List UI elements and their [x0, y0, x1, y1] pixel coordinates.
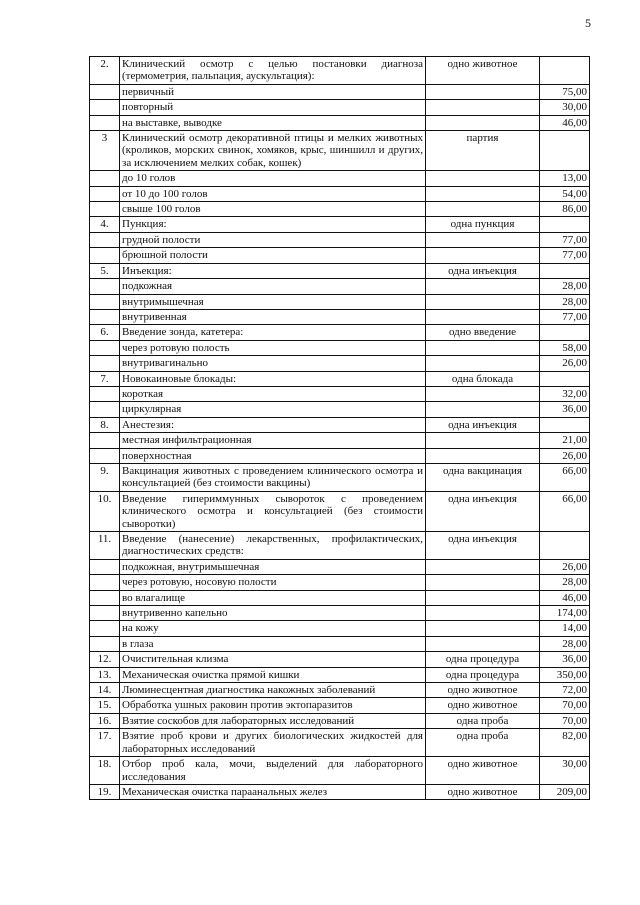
service-price: 54,00 — [540, 186, 590, 201]
service-price: 209,00 — [540, 784, 590, 799]
service-name: подкожная, внутримышечная — [120, 559, 426, 574]
table-row — [90, 448, 590, 463]
row-number — [90, 309, 120, 324]
service-price: 26,00 — [540, 356, 590, 371]
unit-of-measure — [426, 202, 540, 217]
service-name: Новокаиновые блокады: — [120, 371, 426, 386]
table-row — [90, 713, 590, 728]
service-name: Введение гипериммунных сывороток с проведением клинического осмотра и консультацией (без стоимости сыворотки) — [120, 491, 426, 531]
row-number: 12. — [90, 652, 120, 667]
service-name: Механическая очистка параанальных желез — [120, 784, 426, 799]
unit-of-measure: одна инъекция — [426, 532, 540, 560]
service-price — [540, 417, 590, 432]
unit-of-measure — [426, 590, 540, 605]
unit-of-measure — [426, 232, 540, 247]
unit-of-measure — [426, 448, 540, 463]
service-name: Обработка ушных раковин против эктопаразитов — [120, 698, 426, 713]
service-name: внутривенная — [120, 309, 426, 324]
service-name: через ротовую, носовую полости — [120, 575, 426, 590]
unit-of-measure: одна инъекция — [426, 417, 540, 432]
row-number: 8. — [90, 417, 120, 432]
service-name: Клинический осмотр декоративной птицы и мелких животных (кроликов, морских свинок, хомяков, крыс, шиншилл и других, за исключением мелких собак, кошек) — [120, 131, 426, 171]
service-price: 28,00 — [540, 279, 590, 294]
service-name: до 10 голов — [120, 171, 426, 186]
row-number — [90, 294, 120, 309]
row-number: 13. — [90, 667, 120, 682]
service-price: 75,00 — [540, 84, 590, 99]
row-number — [90, 590, 120, 605]
unit-of-measure — [426, 279, 540, 294]
row-number: 17. — [90, 729, 120, 757]
unit-of-measure — [426, 575, 540, 590]
unit-of-measure: одно животное — [426, 57, 540, 85]
unit-of-measure — [426, 621, 540, 636]
unit-of-measure: партия — [426, 131, 540, 171]
service-name: первичный — [120, 84, 426, 99]
service-name: Люминесцентная диагностика накожных заболеваний — [120, 683, 426, 698]
table-row — [90, 232, 590, 247]
row-number: 7. — [90, 371, 120, 386]
row-number — [90, 636, 120, 651]
unit-of-measure — [426, 115, 540, 130]
table-row — [90, 84, 590, 99]
table-row — [90, 186, 590, 201]
row-number — [90, 356, 120, 371]
service-name: Вакцинация животных с проведением клинического осмотра и консультацией (без стоимости вакцины) — [120, 463, 426, 491]
unit-of-measure: одна пункция — [426, 217, 540, 232]
row-number: 14. — [90, 683, 120, 698]
row-number — [90, 575, 120, 590]
service-name: Взятие соскобов для лабораторных исследований — [120, 713, 426, 728]
table-row — [90, 131, 590, 171]
service-name: местная инфильтрационная — [120, 433, 426, 448]
table-row — [90, 559, 590, 574]
service-price: 46,00 — [540, 590, 590, 605]
unit-of-measure — [426, 309, 540, 324]
table-row — [90, 371, 590, 386]
table-row — [90, 356, 590, 371]
service-name: Взятие проб крови и других биологических жидкостей для лабораторных исследований — [120, 729, 426, 757]
table-row — [90, 532, 590, 560]
service-price: 26,00 — [540, 559, 590, 574]
table-row — [90, 491, 590, 531]
service-name: повторный — [120, 100, 426, 115]
service-name: Клинический осмотр с целью постановки диагноза (термометрия, пальпация, аускультация): — [120, 57, 426, 85]
service-price: 46,00 — [540, 115, 590, 130]
unit-of-measure — [426, 84, 540, 99]
service-price: 70,00 — [540, 713, 590, 728]
row-number — [90, 84, 120, 99]
service-price: 82,00 — [540, 729, 590, 757]
row-number: 6. — [90, 325, 120, 340]
unit-of-measure: одно животное — [426, 784, 540, 799]
service-price: 28,00 — [540, 575, 590, 590]
table-row — [90, 433, 590, 448]
row-number — [90, 433, 120, 448]
table-row — [90, 575, 590, 590]
table-row — [90, 100, 590, 115]
unit-of-measure — [426, 294, 540, 309]
service-price — [540, 217, 590, 232]
service-name: на выставке, выводке — [120, 115, 426, 130]
service-name: Пункция: — [120, 217, 426, 232]
unit-of-measure — [426, 171, 540, 186]
unit-of-measure — [426, 606, 540, 621]
table-row — [90, 683, 590, 698]
unit-of-measure: одно введение — [426, 325, 540, 340]
service-price — [540, 371, 590, 386]
table-row — [90, 652, 590, 667]
table-row — [90, 698, 590, 713]
price-table-body — [90, 57, 590, 800]
row-number: 2. — [90, 57, 120, 85]
page-number: 5 — [585, 16, 591, 30]
service-price: 32,00 — [540, 386, 590, 401]
service-price — [540, 325, 590, 340]
table-row — [90, 636, 590, 651]
row-number — [90, 186, 120, 201]
unit-of-measure: одна вакцинация — [426, 463, 540, 491]
row-number: 5. — [90, 263, 120, 278]
unit-of-measure: одна проба — [426, 713, 540, 728]
service-name: грудной полости — [120, 232, 426, 247]
service-name: свыше 100 голов — [120, 202, 426, 217]
table-row — [90, 590, 590, 605]
service-price: 77,00 — [540, 248, 590, 263]
service-price — [540, 532, 590, 560]
unit-of-measure — [426, 433, 540, 448]
row-number — [90, 386, 120, 401]
service-name: на кожу — [120, 621, 426, 636]
service-name: Механическая очистка прямой кишки — [120, 667, 426, 682]
table-row — [90, 340, 590, 355]
service-price: 14,00 — [540, 621, 590, 636]
table-row — [90, 325, 590, 340]
service-name: циркулярная — [120, 402, 426, 417]
unit-of-measure: одна процедура — [426, 667, 540, 682]
service-name: в глаза — [120, 636, 426, 651]
row-number: 3 — [90, 131, 120, 171]
service-name: Отбор проб кала, мочи, выделений для лабораторного исследования — [120, 757, 426, 785]
service-name: Введение зонда, катетера: — [120, 325, 426, 340]
service-price: 70,00 — [540, 698, 590, 713]
table-row — [90, 202, 590, 217]
service-price — [540, 131, 590, 171]
service-price: 77,00 — [540, 232, 590, 247]
row-number: 16. — [90, 713, 120, 728]
row-number — [90, 248, 120, 263]
unit-of-measure: одна процедура — [426, 652, 540, 667]
table-row — [90, 309, 590, 324]
row-number — [90, 115, 120, 130]
row-number: 10. — [90, 491, 120, 531]
service-price: 77,00 — [540, 309, 590, 324]
service-name: поверхностная — [120, 448, 426, 463]
table-row — [90, 115, 590, 130]
row-number — [90, 171, 120, 186]
service-price: 350,00 — [540, 667, 590, 682]
table-row — [90, 386, 590, 401]
unit-of-measure — [426, 186, 540, 201]
service-name: от 10 до 100 голов — [120, 186, 426, 201]
table-row — [90, 294, 590, 309]
unit-of-measure — [426, 340, 540, 355]
service-price: 28,00 — [540, 636, 590, 651]
table-row — [90, 621, 590, 636]
table-row — [90, 279, 590, 294]
unit-of-measure: одно животное — [426, 757, 540, 785]
service-price: 36,00 — [540, 402, 590, 417]
service-name: во влагалище — [120, 590, 426, 605]
row-number — [90, 606, 120, 621]
service-price: 21,00 — [540, 433, 590, 448]
price-table — [89, 56, 590, 800]
unit-of-measure: одно животное — [426, 683, 540, 698]
unit-of-measure: одно животное — [426, 698, 540, 713]
unit-of-measure: одна проба — [426, 729, 540, 757]
service-name: короткая — [120, 386, 426, 401]
table-row — [90, 417, 590, 432]
unit-of-measure — [426, 248, 540, 263]
service-name: внутривенно капельно — [120, 606, 426, 621]
table-row — [90, 248, 590, 263]
service-price: 58,00 — [540, 340, 590, 355]
table-row — [90, 757, 590, 785]
table-row — [90, 263, 590, 278]
service-name: внутримышечная — [120, 294, 426, 309]
service-price: 174,00 — [540, 606, 590, 621]
service-price: 66,00 — [540, 491, 590, 531]
service-price — [540, 263, 590, 278]
row-number — [90, 340, 120, 355]
unit-of-measure — [426, 402, 540, 417]
row-number — [90, 402, 120, 417]
table-row — [90, 606, 590, 621]
row-number: 15. — [90, 698, 120, 713]
table-row — [90, 57, 590, 85]
service-price: 26,00 — [540, 448, 590, 463]
service-name: брюшной полости — [120, 248, 426, 263]
service-price: 86,00 — [540, 202, 590, 217]
service-price: 28,00 — [540, 294, 590, 309]
row-number: 18. — [90, 757, 120, 785]
service-name: Инъекция: — [120, 263, 426, 278]
row-number — [90, 202, 120, 217]
service-name: через ротовую полость — [120, 340, 426, 355]
unit-of-measure — [426, 559, 540, 574]
service-name: Анестезия: — [120, 417, 426, 432]
table-row — [90, 729, 590, 757]
table-row — [90, 784, 590, 799]
service-name: Очистительная клизма — [120, 652, 426, 667]
unit-of-measure — [426, 356, 540, 371]
table-row — [90, 667, 590, 682]
row-number — [90, 100, 120, 115]
service-price — [540, 57, 590, 85]
table-row — [90, 171, 590, 186]
row-number — [90, 621, 120, 636]
row-number: 11. — [90, 532, 120, 560]
row-number — [90, 559, 120, 574]
service-name: внутривагинально — [120, 356, 426, 371]
unit-of-measure — [426, 386, 540, 401]
service-price: 13,00 — [540, 171, 590, 186]
service-name: Введение (нанесение) лекарственных, профилактических, диагностических средств: — [120, 532, 426, 560]
row-number: 19. — [90, 784, 120, 799]
table-row — [90, 402, 590, 417]
service-price: 36,00 — [540, 652, 590, 667]
row-number — [90, 279, 120, 294]
row-number — [90, 232, 120, 247]
row-number — [90, 448, 120, 463]
service-price: 66,00 — [540, 463, 590, 491]
unit-of-measure — [426, 636, 540, 651]
table-row — [90, 463, 590, 491]
service-price: 72,00 — [540, 683, 590, 698]
table-row — [90, 217, 590, 232]
unit-of-measure: одна блокада — [426, 371, 540, 386]
unit-of-measure: одна инъекция — [426, 491, 540, 531]
service-name: подкожная — [120, 279, 426, 294]
service-price: 30,00 — [540, 100, 590, 115]
row-number: 9. — [90, 463, 120, 491]
row-number: 4. — [90, 217, 120, 232]
unit-of-measure: одна инъекция — [426, 263, 540, 278]
service-price: 30,00 — [540, 757, 590, 785]
unit-of-measure — [426, 100, 540, 115]
